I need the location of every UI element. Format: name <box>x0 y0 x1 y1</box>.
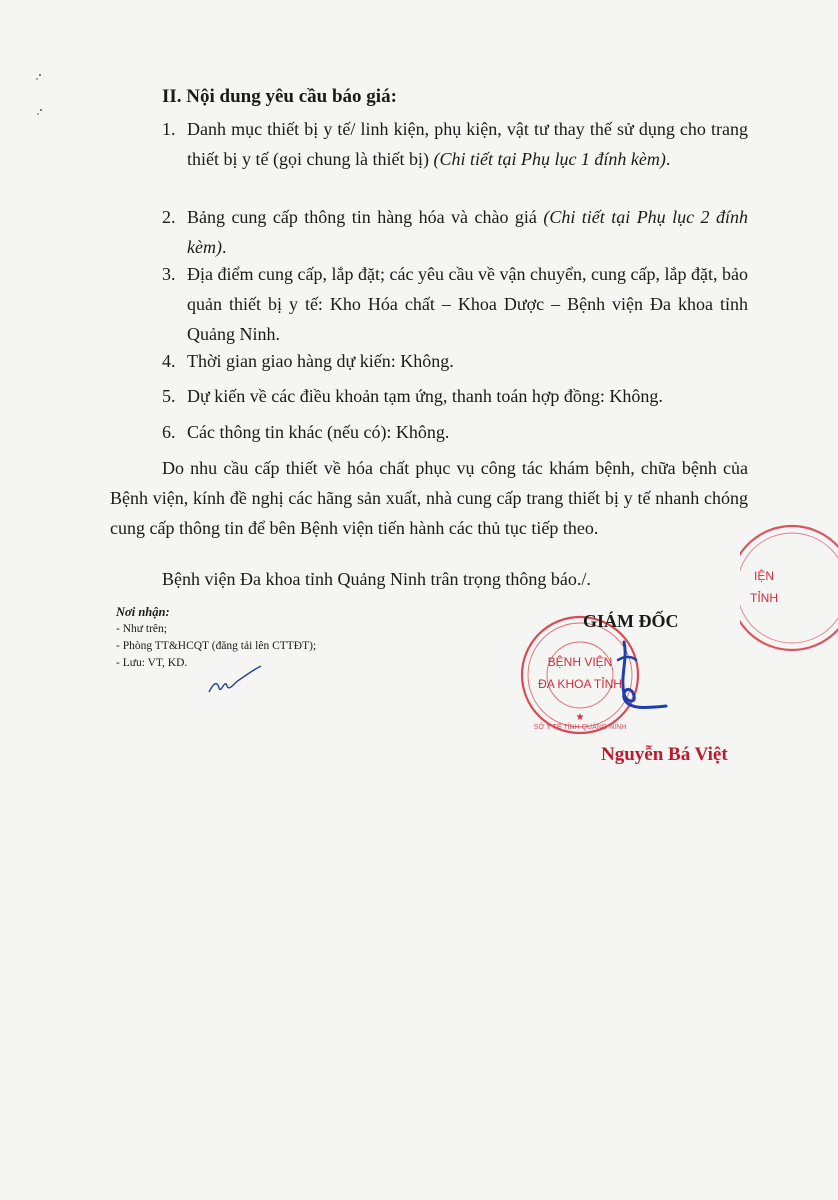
signer-name: Nguyễn Bá Việt <box>601 744 728 765</box>
recipient-line: - Phòng TT&HCQT (đăng tải lên CTTĐT); <box>116 640 317 652</box>
recipient-line: - Như trên; <box>116 623 167 635</box>
initials-mark <box>205 664 265 696</box>
handwritten-signature <box>606 638 670 718</box>
closing-paragraph: Do nhu cầu cấp thiết về hóa chất phục vụ công tác khám bệnh, chữa bệnh của Bệnh viện, kính đề nghị các hãng sản xuất, nhà cung cấp trang thiết bị y tế nhanh chóng cung cấp thông tin để bên Bệnh viện tiến hành các thủ tục tiếp theo. <box>110 458 748 538</box>
item-text: Thời gian giao hàng dự kiến: Không. <box>187 351 454 371</box>
item-text: Danh mục thiết bị y tế/ linh kiện, phụ kiện, vật tư thay thế sử dụng cho trang thiết bị y tế (gọi chung là thiết bị) (Chi tiết tại Phụ lục 1 đính kèm). <box>187 119 748 169</box>
seal-ring-text: SỞ Y TẾ TỈNH QUẢNG NINH <box>533 724 627 731</box>
edge-seal-line1: IỆN <box>754 569 775 583</box>
item-text: Bảng cung cấp thông tin hàng hóa và chào giá (Chi tiết tại Phụ lục 2 đính kèm). <box>187 207 749 257</box>
item-text: Dự kiến về các điều khoản tạm ứng, thanh toán hợp đồng: Không. <box>187 386 663 406</box>
seal-star-icon: ★ <box>575 712 585 723</box>
signer-title: GIÁM ĐỐC <box>583 611 679 631</box>
edge-seal-fragment <box>740 518 838 658</box>
section-title: II. Nội dung yêu cầu báo giá: <box>162 86 397 107</box>
recipient-line: - Lưu: VT, KD. <box>116 657 188 669</box>
item-number: 2. <box>162 207 176 227</box>
item-text: Địa điểm cung cấp, lắp đặt; các yêu cầu về vận chuyển, cung cấp, lắp đặt, bảo quản thiết bị y tế: Kho Hóa chất – Khoa Dược – Bệnh viện Đa khoa tỉnh Quảng Ninh. <box>187 264 748 344</box>
edge-seal-line2: TỈNH <box>750 591 778 605</box>
list-item <box>162 381 748 411</box>
seal-line2: ĐA KHOA TỈNH <box>538 677 622 691</box>
list-item <box>162 259 748 349</box>
scan-marks <box>34 70 46 120</box>
list-item <box>162 417 748 447</box>
item-number: 4. <box>162 351 176 371</box>
list-item <box>162 114 748 174</box>
seal-line1: BỆNH VIỆN <box>547 655 613 669</box>
item-number: 1. <box>162 119 176 139</box>
item-number: 3. <box>162 264 176 284</box>
recipients-heading: Nơi nhận: <box>116 605 170 619</box>
item-number: 5. <box>162 386 176 406</box>
list-item <box>162 346 748 376</box>
item-number: 6. <box>162 422 176 442</box>
recipients-block <box>116 604 316 672</box>
list-item <box>162 202 748 262</box>
notice-line: Bệnh viện Đa khoa tỉnh Quảng Ninh trân trọng thông báo./. <box>162 569 591 589</box>
item-text: Các thông tin khác (nếu có): Không. <box>187 422 450 442</box>
